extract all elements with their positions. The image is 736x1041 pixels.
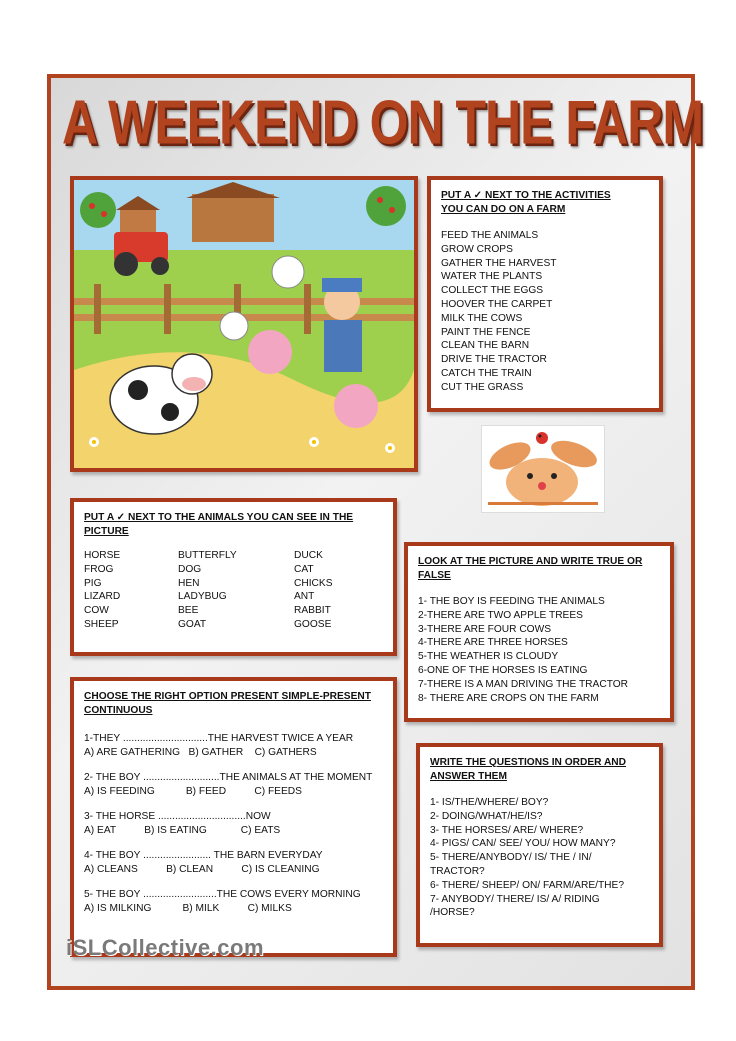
list-item: GATHER THE HARVEST (441, 257, 557, 269)
question-options: A) IS FEEDING B) FEED C) FEEDS (84, 786, 302, 797)
list-item: GOOSE (294, 618, 332, 630)
question-text: 1-THEY ..............................THE HARVEST TWICE A YEAR (84, 733, 354, 744)
list-item: COLLECT THE EGGS (441, 285, 544, 297)
list-item: 5-THE WEATHER IS CLOUDY (418, 651, 559, 663)
list-item: CATCH THE TRAIN (441, 367, 532, 379)
questions-order-box (416, 743, 663, 947)
list-item: LIZARD (84, 591, 121, 603)
animals-heading-2: PICTURE (84, 526, 129, 537)
grammar-question (84, 810, 383, 838)
list-item: 1- IS/THE/WHERE/ BOY? (430, 797, 549, 808)
list-item: 8- THERE ARE CROPS ON THE FARM (418, 692, 599, 704)
question-options: A) EAT B) IS EATING C) EATS (84, 825, 281, 836)
question-options: A) CLEANS B) CLEAN C) IS CLEANING (84, 864, 320, 875)
list-item: /HORSE? (430, 907, 475, 919)
list-item: COW (84, 605, 109, 617)
grammar-heading-2: CONTINUOUS (84, 705, 153, 716)
farm-illustration (70, 176, 418, 472)
true-false-list (418, 595, 660, 705)
list-item: RABBIT (294, 605, 331, 617)
list-item: 2-THERE ARE TWO APPLE TREES (418, 609, 583, 621)
question-text: 4- THE BOY ........................ THE BARN EVERYDAY (84, 850, 323, 861)
list-item: SHEEP (84, 618, 119, 630)
list-item: WATER THE PLANTS (441, 271, 543, 283)
list-item: PAINT THE FENCE (441, 326, 531, 338)
true-false-heading-1: LOOK AT THE PICTURE AND WRITE TRUE OR (418, 556, 643, 567)
animals-box (70, 498, 397, 656)
true-false-box (404, 542, 674, 722)
grammar-question (84, 888, 383, 916)
list-item: HEN (178, 577, 200, 589)
list-item: ANT (294, 591, 315, 603)
list-item: 4-THERE ARE THREE HORSES (418, 637, 568, 649)
question-text: 2- THE BOY ...........................THE ANIMALS AT THE MOMENT (84, 772, 373, 783)
grammar-heading-1: CHOOSE THE RIGHT OPTION PRESENT SIMPLE-PRESENT (84, 691, 371, 702)
grammar-box (70, 677, 397, 957)
list-item: TRACTOR? (430, 865, 485, 877)
questions-heading-1: WRITE THE QUESTIONS IN ORDER AND (430, 757, 627, 768)
list-item: DOG (178, 563, 202, 575)
list-item: LADYBUG (178, 591, 227, 603)
activities-list (441, 229, 649, 395)
list-item: 7- ANYBODY/ THERE/ IS/ A/ RIDING (430, 893, 600, 905)
list-item: BUTTERFLY (178, 550, 237, 561)
list-item: CAT (294, 563, 314, 575)
list-item: 3-THERE ARE FOUR COWS (418, 623, 552, 635)
question-text: 5- THE BOY ..........................THE COWS EVERY MORNING (84, 889, 361, 900)
grammar-question (84, 771, 383, 799)
question-options: A) ARE GATHERING B) GATHER C) GATHERS (84, 747, 317, 758)
animals-list (84, 549, 383, 632)
list-item: BEE (178, 605, 199, 617)
list-item: GROW CROPS (441, 243, 513, 255)
list-item: 7-THERE IS A MAN DRIVING THE TRACTOR (418, 678, 629, 690)
question-text: 3- THE HORSE ...............................NOW (84, 811, 271, 822)
list-item: MILK THE COWS (441, 312, 523, 324)
activities-heading-2: YOU CAN DO ON A FARM (441, 204, 566, 215)
grammar-question (84, 732, 383, 760)
list-item: CLEAN THE BARN (441, 340, 530, 352)
question-options: A) IS MILKING B) MILK C) MILKS (84, 903, 292, 914)
bunny-illustration (481, 425, 605, 513)
list-item: 1- THE BOY IS FEEDING THE ANIMALS (418, 596, 605, 607)
list-item: FROG (84, 563, 114, 575)
animals-heading-1: PUT A ✓ NEXT TO THE ANIMALS YOU CAN SEE IN THE (84, 512, 354, 523)
watermark-text: iSLCollective.com (66, 935, 265, 960)
true-false-heading-2: FALSE (418, 570, 451, 581)
list-item: FEED THE ANIMALS (441, 230, 539, 241)
list-item: CHICKS (294, 577, 333, 589)
list-item: CUT THE GRASS (441, 381, 524, 393)
questions-heading-2: ANSWER THEM (430, 771, 507, 782)
list-item: GOAT (178, 618, 207, 630)
worksheet-title: A WEEKEND ON THE FARM (62, 87, 704, 158)
list-item: 2- DOING/WHAT/HE/IS? (430, 810, 543, 822)
list-item: HORSE (84, 550, 121, 561)
list-item: PIG (84, 577, 102, 589)
list-item: DRIVE THE TRACTOR (441, 354, 547, 366)
activities-box (427, 176, 663, 412)
list-item: DUCK (294, 550, 323, 561)
questions-list (430, 796, 649, 920)
grammar-question (84, 849, 383, 877)
list-item: 6- THERE/ SHEEP/ ON/ FARM/ARE/THE? (430, 879, 624, 891)
list-item: 5- THERE/ANYBODY/ IS/ THE / IN/ (430, 852, 592, 864)
list-item: HOOVER THE CARPET (441, 298, 553, 310)
list-item: 6-ONE OF THE HORSES IS EATING (418, 664, 588, 676)
activities-heading-1: PUT A ✓ NEXT TO THE ACTIVITIES (441, 190, 611, 201)
list-item: 3- THE HORSES/ ARE/ WHERE? (430, 824, 584, 836)
list-item: 4- PIGS/ CAN/ SEE/ YOU/ HOW MANY? (430, 838, 616, 850)
